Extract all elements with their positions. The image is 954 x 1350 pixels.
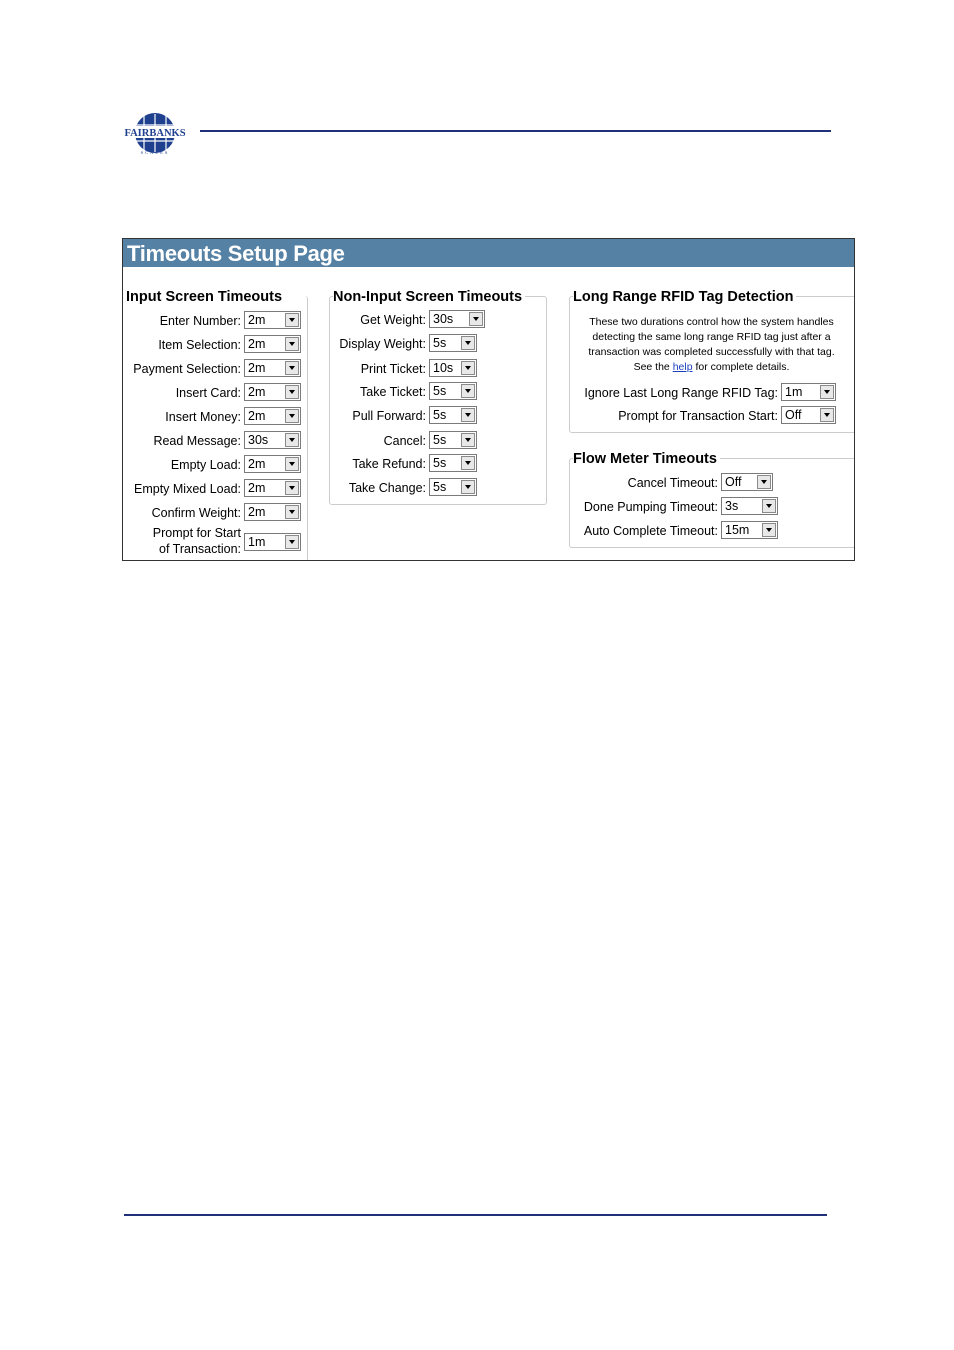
page-title-bar — [123, 239, 854, 267]
field-ignore-last-rfid-tag — [569, 383, 778, 403]
svg-text:FAIRBANKS: FAIRBANKS — [124, 128, 186, 139]
ignore-last-rfid-tag-select[interactable] — [781, 383, 836, 401]
auto-complete-timeout-select[interactable] — [721, 521, 778, 539]
select-value: 2m — [248, 385, 266, 399]
field-label: Cancel: — [383, 434, 426, 448]
input-screen-title: Input Screen Timeouts — [126, 289, 285, 305]
field-label: Empty Mixed Load: — [134, 482, 241, 496]
field-take-refund — [329, 454, 426, 474]
field-label: Payment Selection: — [133, 362, 241, 376]
read-message-select[interactable] — [244, 431, 301, 449]
take-change-select[interactable] — [429, 478, 477, 496]
field-prompt-start-transaction — [123, 525, 241, 557]
field-label: Enter Number: — [159, 314, 241, 328]
chevron-down-icon[interactable] — [461, 408, 475, 422]
timeouts-setup-screenshot — [122, 238, 855, 561]
note-line: detecting the same long range RFID tag just after a — [592, 331, 831, 343]
field-payment-selection — [123, 359, 241, 379]
note-text: for complete details. — [692, 361, 790, 373]
select-value: 5s — [433, 480, 447, 494]
chevron-down-icon[interactable] — [285, 457, 299, 471]
chevron-down-icon[interactable] — [285, 385, 299, 399]
field-label: Confirm Weight: — [151, 506, 241, 520]
field-label: Take Ticket: — [360, 385, 426, 399]
pull-forward-select[interactable] — [429, 406, 477, 424]
chevron-down-icon[interactable] — [461, 480, 475, 494]
print-ticket-select[interactable] — [429, 359, 477, 377]
chevron-down-icon[interactable] — [285, 337, 299, 351]
svg-text:SCALES: SCALES — [140, 150, 170, 155]
field-label: Take Change: — [348, 481, 426, 495]
field-read-message — [123, 431, 241, 451]
field-label: Print Ticket: — [360, 362, 426, 376]
chevron-down-icon[interactable] — [461, 456, 475, 470]
field-cancel — [329, 431, 426, 451]
select-value: 5s — [433, 456, 447, 470]
header-rule — [200, 130, 831, 132]
select-value: Off — [725, 475, 742, 489]
field-insert-card — [123, 383, 241, 403]
field-done-pumping-timeout — [569, 497, 718, 517]
select-value: Off — [785, 408, 802, 422]
field-label: Display Weight: — [339, 337, 426, 351]
insert-money-select[interactable] — [244, 407, 301, 425]
field-empty-mixed-load — [123, 479, 241, 499]
enter-number-select[interactable] — [244, 311, 301, 329]
field-label: Take Refund: — [352, 457, 426, 471]
get-weight-select[interactable] — [429, 310, 485, 328]
select-value: 5s — [433, 336, 447, 350]
chevron-down-icon[interactable] — [820, 408, 834, 422]
field-take-ticket — [329, 382, 426, 402]
select-value: 30s — [433, 312, 454, 326]
field-label: Ignore Last Long Range RFID Tag: — [584, 386, 778, 400]
empty-mixed-load-select[interactable] — [244, 479, 301, 497]
field-label: Pull Forward: — [352, 409, 426, 423]
chevron-down-icon[interactable] — [461, 361, 475, 375]
field-label: Item Selection: — [158, 338, 241, 352]
chevron-down-icon[interactable] — [820, 385, 834, 399]
chevron-down-icon[interactable] — [461, 336, 475, 350]
field-cancel-timeout — [569, 473, 718, 493]
note-text: See the — [633, 361, 673, 373]
chevron-down-icon[interactable] — [285, 409, 299, 423]
select-value: 2m — [248, 337, 266, 351]
chevron-down-icon[interactable] — [461, 384, 475, 398]
prompt-transaction-start-select[interactable] — [781, 406, 836, 424]
chevron-down-icon[interactable] — [461, 433, 475, 447]
field-label: Empty Load: — [170, 458, 241, 472]
chevron-down-icon[interactable] — [762, 499, 776, 513]
done-pumping-timeout-select[interactable] — [721, 497, 778, 515]
select-value: 2m — [248, 361, 266, 375]
rfid-help-text — [569, 315, 854, 375]
field-label: Done Pumping Timeout: — [583, 500, 718, 514]
cancel-select[interactable] — [429, 431, 477, 449]
select-value: 2m — [248, 481, 266, 495]
prompt-start-transaction-select[interactable] — [244, 533, 301, 551]
select-value: 2m — [248, 505, 266, 519]
take-ticket-select[interactable] — [429, 382, 477, 400]
chevron-down-icon[interactable] — [285, 505, 299, 519]
take-refund-select[interactable] — [429, 454, 477, 472]
field-label: Cancel Timeout: — [627, 476, 718, 490]
select-value: 5s — [433, 384, 447, 398]
non-input-screen-title: Non-Input Screen Timeouts — [333, 289, 525, 305]
select-value: 2m — [248, 409, 266, 423]
page-title: Timeouts Setup Page — [127, 241, 345, 266]
chevron-down-icon[interactable] — [469, 312, 483, 326]
confirm-weight-select[interactable] — [244, 503, 301, 521]
chevron-down-icon[interactable] — [285, 313, 299, 327]
chevron-down-icon[interactable] — [285, 481, 299, 495]
select-value: 15m — [725, 523, 750, 537]
field-label: Insert Money: — [165, 410, 241, 424]
cancel-timeout-select[interactable] — [721, 473, 773, 491]
field-enter-number — [123, 311, 241, 331]
field-auto-complete-timeout — [569, 521, 718, 541]
field-item-selection — [123, 335, 241, 355]
field-label: Get Weight: — [360, 313, 426, 327]
select-value: 5s — [433, 408, 447, 422]
chevron-down-icon[interactable] — [285, 361, 299, 375]
field-take-change — [329, 478, 426, 498]
chevron-down-icon[interactable] — [285, 535, 299, 549]
note-line: These two durations control how the system handles — [589, 316, 834, 328]
chevron-down-icon[interactable] — [285, 433, 299, 447]
field-insert-money — [123, 407, 241, 427]
select-value: 3s — [725, 499, 739, 513]
select-value: 1m — [785, 385, 803, 399]
display-weight-select[interactable] — [429, 334, 477, 352]
note-line — [569, 360, 854, 375]
field-get-weight — [329, 310, 426, 330]
select-value: 30s — [248, 433, 269, 447]
footer-rule — [124, 1214, 827, 1216]
fairbanks-logo — [124, 111, 186, 155]
field-empty-load — [123, 455, 241, 475]
select-value: 2m — [248, 313, 266, 327]
chevron-down-icon[interactable] — [762, 523, 776, 537]
field-label: Prompt for Transaction Start: — [618, 409, 778, 423]
payment-selection-select[interactable] — [244, 359, 301, 377]
select-value: 10s — [433, 361, 454, 375]
field-label: Insert Card: — [175, 386, 241, 400]
select-value: 2m — [248, 457, 266, 471]
field-display-weight — [329, 334, 426, 354]
chevron-down-icon[interactable] — [757, 475, 771, 489]
empty-load-select[interactable] — [244, 455, 301, 473]
field-label-line1: Prompt for Start — [152, 526, 241, 540]
item-selection-select[interactable] — [244, 335, 301, 353]
field-label-line2: of Transaction: — [159, 542, 241, 556]
field-pull-forward — [329, 406, 426, 426]
field-label: Read Message: — [153, 434, 241, 448]
insert-card-select[interactable] — [244, 383, 301, 401]
select-value: 1m — [248, 535, 266, 549]
field-label: Auto Complete Timeout: — [583, 524, 718, 538]
field-confirm-weight — [123, 503, 241, 523]
flow-meter-title: Flow Meter Timeouts — [573, 451, 720, 467]
select-value: 5s — [433, 433, 447, 447]
field-print-ticket — [329, 359, 426, 379]
help-link[interactable]: help — [672, 361, 693, 373]
field-prompt-transaction-start — [569, 406, 778, 426]
rfid-title: Long Range RFID Tag Detection — [573, 289, 796, 305]
note-line: transaction was completed successfully with that tag. — [588, 346, 835, 358]
